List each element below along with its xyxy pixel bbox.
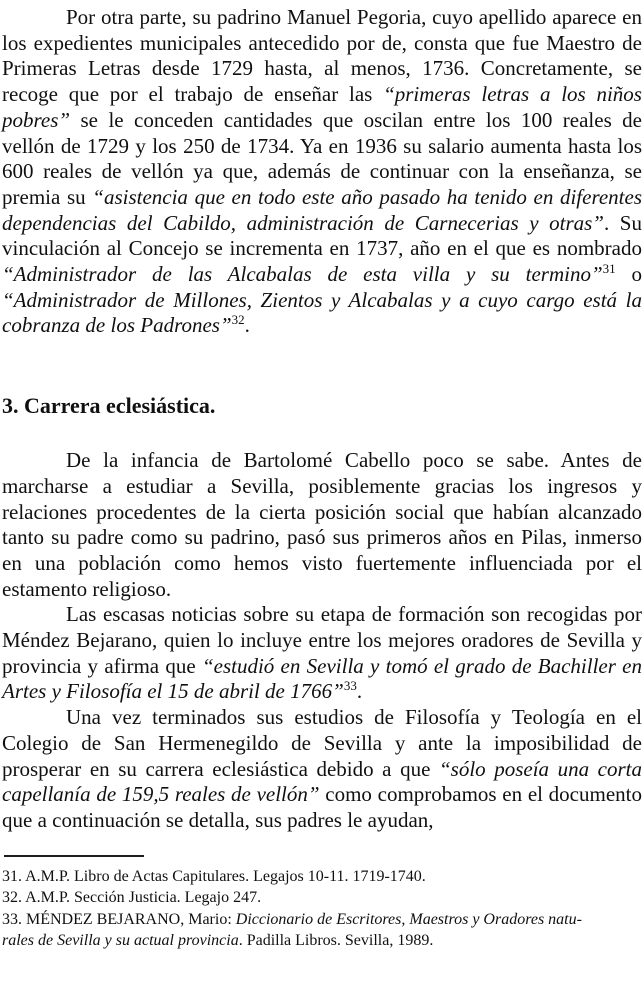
- book-title-run: rales de Sevilla y su actual provincia: [2, 932, 239, 950]
- paragraph-infancia: [2, 448, 642, 602]
- text-run: .: [244, 313, 250, 338]
- quote-administrador-millones: “Administrador de Millones, Zientos y Alcabalas y a cuyo cargo está la cobranza de los Padrones”: [2, 287, 642, 338]
- text-run: .: [356, 679, 363, 704]
- quote-primeras-letras: “primeras letras a los niños pobres”: [2, 82, 642, 132]
- text-run: De la infancia de Bartolomé Cabello poco se sabe. Antes de marcharse a estudiar a Sevilla, posiblemente gracias los ingresos y relaciones procedentes de la cierta posición social que habían alcanzado tanto su padre como su padrino, pasó sus primeros años en Pilas, inmerso en una población como hemos visto fuertemente influenciada por el estamento religioso.: [2, 448, 642, 601]
- paragraph-estudios: [2, 705, 642, 834]
- footnote-divider: [4, 855, 144, 857]
- text-run: 33. MÉNDEZ BEJARANO, Mario:: [2, 910, 236, 928]
- text-run: 31. A.M.P. Libro de Actas Capitulares. Legajos 10-11. 1719-1740.: [2, 867, 426, 885]
- section-heading-carrera-eclesiastica: 3. Carrera eclesiástica.: [2, 393, 216, 419]
- footnote-marker-33: 33: [343, 678, 357, 694]
- footnote-marker-31: 31: [602, 261, 616, 277]
- book-title-run: Diccionario de Escritores, Maestros y Oradores natu-: [235, 910, 582, 928]
- text-run: 32. A.M.P. Sección Justicia. Legajo 247.: [2, 889, 262, 907]
- footnote-31: [2, 866, 642, 888]
- footnote-32: [2, 887, 642, 909]
- quote-asistencia: “asistencia que en todo este año pasado ha tenido en diferentes dependencias del Cabildo, administración de Carnecerias y otras”: [2, 184, 642, 235]
- text-run: . Su vinculación al Concejo se incrementa en 1737, año en el que es nombrado: [2, 210, 642, 261]
- footnote-33: [2, 909, 642, 952]
- text-run: Por otra parte, su padrino Manuel Pegoria, cuyo apellido aparece en los expedientes municipales antecedido por de, consta que fue Maestro de Primeras Letras desde 1729 hasta, al menos, 1736. Concretamente, se recoge que por el trabajo de enseñar las: [2, 5, 642, 107]
- text-run: o: [615, 262, 643, 287]
- text-run: Una vez terminados sus estudios de Filosofía y Teología en el Colegio de San Hermenegildo de Sevilla y ante la imposibilidad de prosperar en su carrera eclesiástica debido a que: [2, 705, 642, 781]
- text-run: como comprobamos en el documento que a continuación se detalla, sus padres le ayudan,: [2, 782, 642, 832]
- quote-estudio-sevilla: “estudió en Sevilla y tomó el grado de Bachiller en Artes y Filosofía el 15 de abril de 1766”: [2, 653, 642, 704]
- paragraph-formacion: [2, 602, 642, 705]
- text-run: Las escasas noticias sobre su etapa de formación son recogidas por Méndez Bejarano, quien lo incluye entre los mejores oradores de Sevilla y provincia y afirma que: [2, 602, 642, 678]
- text-run: se le conceden cantidades que oscilan entre los 100 reales de vellón de 1729 y los 250 de 1734. Ya en 1936 su salario aumenta hasta los 600 reales de vellón ya que, además de continuar con la enseñanza, se premia su: [2, 107, 642, 209]
- quote-administrador-alcabalas: “Administrador de las Alcabalas de esta villa y su termino”: [2, 262, 603, 287]
- quote-capellania: “sólo poseía una corta capellanía de 159,5 reales de vellón”: [2, 756, 642, 807]
- paragraph-padrino: [2, 5, 642, 339]
- text-run: . Padilla Libros. Sevilla, 1989.: [238, 932, 434, 950]
- footnote-marker-32: 32: [231, 312, 245, 328]
